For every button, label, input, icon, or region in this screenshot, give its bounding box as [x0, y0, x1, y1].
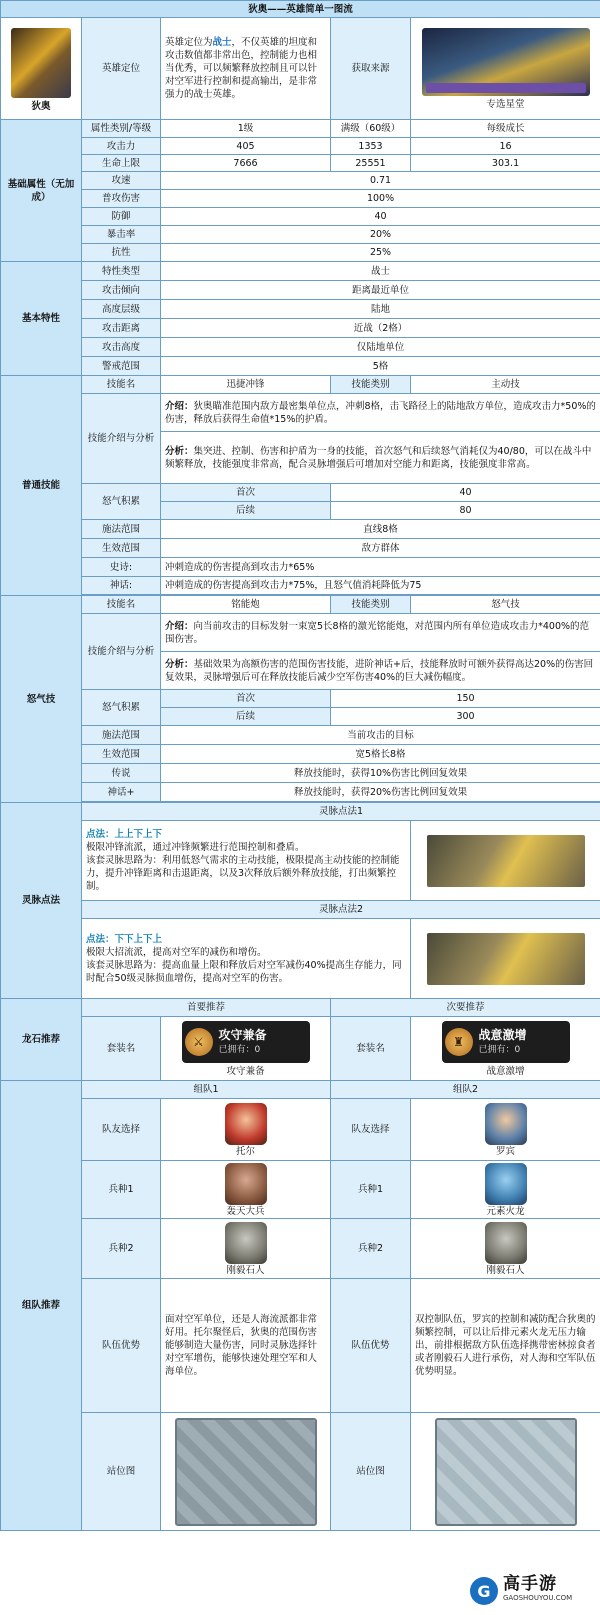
- dragon-secondary-name: 战意激增: [486, 1066, 525, 1077]
- rage-next-label: 后续: [161, 708, 331, 726]
- basic-head: 属性类别/等级: [82, 120, 161, 138]
- position-label: 英雄定位: [82, 18, 161, 120]
- attr-value: 0.71: [161, 172, 600, 190]
- unit1-label: 兵种1: [331, 1161, 411, 1219]
- trait-value: 近战（2格）: [161, 319, 600, 338]
- attr-value: 405: [161, 138, 331, 155]
- attr-value: 25%: [161, 244, 600, 262]
- basic-head-max: 满级（60级）: [331, 120, 411, 138]
- source-label: 获取来源: [331, 18, 411, 120]
- vein-category: 灵脉点法: [1, 803, 82, 999]
- attr-label: 抗性: [82, 244, 161, 262]
- attr-value: 40: [161, 208, 600, 226]
- rage-skill-category: 怒气技: [1, 596, 82, 803]
- team-category: 组队推荐: [1, 1081, 82, 1531]
- robin-avatar: [485, 1103, 527, 1145]
- myth-plus-label: 神话+: [82, 783, 161, 802]
- basic-head-lv1: 1级: [161, 120, 331, 138]
- dragon-primary-name: 攻守兼备: [226, 1066, 265, 1077]
- team-1-mate: 托尔: [235, 1146, 255, 1157]
- mate-label: 队友选择: [331, 1099, 411, 1161]
- trait-value: 5格: [161, 357, 600, 376]
- rage-next-label: 后续: [161, 502, 331, 520]
- effect-range: 宽5格长8格: [161, 745, 600, 764]
- team-1-formation-map: [175, 1418, 317, 1526]
- trait-label: 攻击高度: [82, 338, 161, 357]
- team-1-head: 组队1: [82, 1081, 331, 1099]
- dragon-primary-badge: ⚔ 攻守兼备 已拥有：0: [182, 1021, 310, 1063]
- team-1-formation-cell: [161, 1413, 331, 1531]
- attr-label: 生命上限: [82, 155, 161, 172]
- legend-value: 释放技能时，获得10%伤害比例回复效果: [161, 764, 600, 783]
- effect-range-label: 生效范围: [82, 745, 161, 764]
- rage-accum-label: 怒气积累: [82, 484, 161, 520]
- cast-range: 直线8格: [161, 520, 600, 539]
- skill-analysis: 分析：基础效果为高额伤害的范围伤害技能，进阶神话+后，技能释放时可额外获得高达20%的伤害回复效果，灵脉增强后可在释放技能后减少空军伤害40%的巨大减伤幅度。: [161, 652, 600, 690]
- trait-label: 警戒范围: [82, 357, 161, 376]
- skill-type-label: 技能类别: [331, 596, 411, 614]
- rage-next: 80: [331, 502, 600, 520]
- trait-value: 仅陆地单位: [161, 338, 600, 357]
- dragon-primary-head: 首要推荐: [82, 999, 331, 1017]
- rage-first-label: 首次: [161, 690, 331, 708]
- attr-value: 16: [411, 138, 600, 155]
- rage-next: 300: [331, 708, 600, 726]
- team-2-formation-cell: [411, 1413, 600, 1531]
- vein-method-2-image: [427, 933, 585, 985]
- skill-intro: 介绍：狄奥瞄准范围内敌方最密集单位点，冲刺8格，击飞路径上的陆地敌方单位，造成攻击力*50%的伤害，释放后获得生命值*15%的护盾。: [161, 394, 600, 432]
- skill-analysis: 分析：集突进、控制、伤害和护盾为一身的技能，首次怒气和后续怒气消耗仅为40/80，可以在战斗中频繁释放，技能强度非常高，配合灵脉增强后可增加对空能力和距离，技能强度非常高。: [161, 432, 600, 484]
- hero-portrait: [11, 28, 71, 98]
- attr-label: 攻击力: [82, 138, 161, 155]
- adv-label: 队伍优势: [331, 1279, 411, 1413]
- rage-accum-label: 怒气积累: [82, 690, 161, 726]
- page-title: 狄奥——英雄简单一图流: [1, 1, 600, 18]
- team-1-unit1: 轰天大兵: [226, 1206, 265, 1217]
- dragon-secondary-badge: ♜ 战意激增 已拥有：0: [442, 1021, 570, 1063]
- mate-label: 队友选择: [82, 1099, 161, 1161]
- dragon-secondary-cell: [411, 1017, 600, 1081]
- attr-label: 防御: [82, 208, 161, 226]
- myth-value: 冲刺造成的伤害提高到攻击力*75%，且怒气值消耗降低为75: [161, 577, 600, 595]
- thor-avatar: [225, 1103, 267, 1145]
- unit-avatar: [225, 1163, 267, 1205]
- skill-intro: 介绍：向当前攻击的目标发射一束宽5长8格的激光铭能炮，对范围内所有单位造成攻击力*400%的范围伤害。: [161, 614, 600, 652]
- trait-value: 距离最近单位: [161, 281, 600, 300]
- trait-label: 攻击倾向: [82, 281, 161, 300]
- cast-range: 当前攻击的目标: [161, 726, 600, 745]
- team-2-mate: 罗宾: [496, 1146, 516, 1157]
- vein-method-1-image-cell: [411, 821, 600, 901]
- skill-name: 迅捷冲锋: [161, 376, 331, 394]
- team-2-unit1: 元素火龙: [486, 1206, 525, 1217]
- team-2-unit1-cell: [411, 1161, 600, 1219]
- team-2-adv: 双控制队伍，罗宾的控制和减防配合狄奥的频繁控制，可以让后排元素火龙无压力输出，前排根据敌方队伍选择携带密林掠食者或者刚毅石人进行承伤，对人海和空军队伍优势明显。: [411, 1279, 600, 1413]
- site-name: 高手游: [503, 1574, 557, 1594]
- team-2-mate-cell: [411, 1099, 600, 1161]
- vein-method-2-title: 灵脉点法2: [82, 901, 600, 919]
- team-1-unit1-cell: [161, 1161, 331, 1219]
- hero-name: 狄奥: [31, 101, 51, 112]
- myth-label: 神话:: [82, 577, 161, 595]
- site-watermark: [466, 1571, 594, 1611]
- team-2-unit2: 刚毅石人: [486, 1265, 525, 1276]
- trait-label: 高度层级: [82, 300, 161, 319]
- vein-method-2-desc: 点法：下下上下上 极限大招流派，提高对空军的减伤和增伤。 该套灵脉思路为：提高血量上限和释放后对空军减伤40%提高生存能力，同时配合50级灵脉损血增伤，提高对空军的伤害。: [82, 919, 411, 999]
- cast-range-label: 施法范围: [82, 520, 161, 539]
- hero-portrait-cell: [1, 18, 82, 120]
- shield-sword-icon: ⚔: [185, 1028, 213, 1056]
- vein-method-1-image: [427, 835, 585, 887]
- normal-skill-category: 普通技能: [1, 376, 82, 596]
- unit-avatar: [225, 1222, 267, 1264]
- site-logo-icon: G: [470, 1577, 498, 1605]
- team-2-head: 组队2: [331, 1081, 600, 1099]
- set-name-label: 套装名: [82, 1017, 161, 1081]
- attr-value: 20%: [161, 226, 600, 244]
- team-2-unit2-cell: [411, 1219, 600, 1279]
- trait-value: 陆地: [161, 300, 600, 319]
- attr-label: 普攻伤害: [82, 190, 161, 208]
- team-1-adv: 面对空军单位，还是人海流派都非常好用。托尔聚怪后，狄奥的范围伤害能够制造大量伤害，同时灵脉选择针对空军增伤，能够快速处理空军和人海单位。: [161, 1279, 331, 1413]
- formation-label: 站位图: [331, 1413, 411, 1531]
- skill-desc-label: 技能介绍与分析: [82, 614, 161, 690]
- attr-value: 303.1: [411, 155, 600, 172]
- basic-category: 基础属性（无加成）: [1, 120, 82, 262]
- skill-type: 怒气技: [411, 596, 600, 614]
- unit2-label: 兵种2: [331, 1219, 411, 1279]
- trait-value: 战士: [161, 262, 600, 281]
- rage-first: 150: [331, 690, 600, 708]
- vein-method-1-desc: 点法：上上下上下 极限冲锋流派，通过冲锋频繁进行范围控制和叠盾。 该套灵脉思路为：利用低怒气需求的主动技能，极限提高主动技能的控制能力，提升冲锋距离和击退距离，以及3次释放后额外释放技能，打出频繁控制。: [82, 821, 411, 901]
- dragon-primary-cell: [161, 1017, 331, 1081]
- bell-icon: ♜: [445, 1028, 473, 1056]
- source-value: 专选星堂: [486, 99, 525, 110]
- set-name-label: 套装名: [331, 1017, 411, 1081]
- dragon-category: 龙石推荐: [1, 999, 82, 1081]
- site-url: GAOSHOUYOU.COM: [503, 1594, 573, 1602]
- team-2-formation-map: [435, 1418, 577, 1526]
- attr-value: 1353: [331, 138, 411, 155]
- traits-category: 基本特性: [1, 262, 82, 376]
- unit2-label: 兵种2: [82, 1219, 161, 1279]
- adv-label: 队伍优势: [82, 1279, 161, 1413]
- basic-head-growth: 每级成长: [411, 120, 600, 138]
- source-cell: [411, 18, 600, 120]
- rage-first-label: 首次: [161, 484, 331, 502]
- attr-value: 25551: [331, 155, 411, 172]
- skill-name-label: 技能名: [82, 376, 161, 394]
- attr-value: 7666: [161, 155, 331, 172]
- position-class: 战士: [212, 37, 232, 48]
- attr-value: 100%: [161, 190, 600, 208]
- unit-avatar: [485, 1163, 527, 1205]
- skill-name-label: 技能名: [82, 596, 161, 614]
- vein-method-1-title: 灵脉点法1: [82, 803, 600, 821]
- skill-name: 铭能炮: [161, 596, 331, 614]
- effect-range: 敌方群体: [161, 539, 600, 558]
- unit-avatar: [485, 1222, 527, 1264]
- rage-first: 40: [331, 484, 600, 502]
- skill-type: 主动技: [411, 376, 600, 394]
- cast-range-label: 施法范围: [82, 726, 161, 745]
- epic-value: 冲刺造成的伤害提高到攻击力*65%: [161, 558, 600, 577]
- vein-method-2-image-cell: [411, 919, 600, 999]
- epic-label: 史诗:: [82, 558, 161, 577]
- effect-range-label: 生效范围: [82, 539, 161, 558]
- team-1-unit2: 刚毅石人: [226, 1265, 265, 1276]
- attr-label: 攻速: [82, 172, 161, 190]
- team-1-unit2-cell: [161, 1219, 331, 1279]
- myth-plus-value: 释放技能时，获得20%伤害比例回复效果: [161, 783, 600, 802]
- trait-label: 特性类型: [82, 262, 161, 281]
- team-1-mate-cell: [161, 1099, 331, 1161]
- position-desc: 英雄定位为战士，不仅英雄的坦度和攻击数值都非常出色，控制能力也相当优秀，可以频繁释放控制且可以针对空军进行控制和提高输出，是非常强力的战士英雄。: [161, 18, 331, 120]
- legend-label: 传说: [82, 764, 161, 783]
- unit1-label: 兵种1: [82, 1161, 161, 1219]
- formation-label: 站位图: [82, 1413, 161, 1531]
- source-screenshot: [422, 28, 590, 96]
- skill-desc-label: 技能介绍与分析: [82, 394, 161, 484]
- attr-label: 暴击率: [82, 226, 161, 244]
- trait-label: 攻击距离: [82, 319, 161, 338]
- dragon-secondary-head: 次要推荐: [331, 999, 600, 1017]
- skill-type-label: 技能类别: [331, 376, 411, 394]
